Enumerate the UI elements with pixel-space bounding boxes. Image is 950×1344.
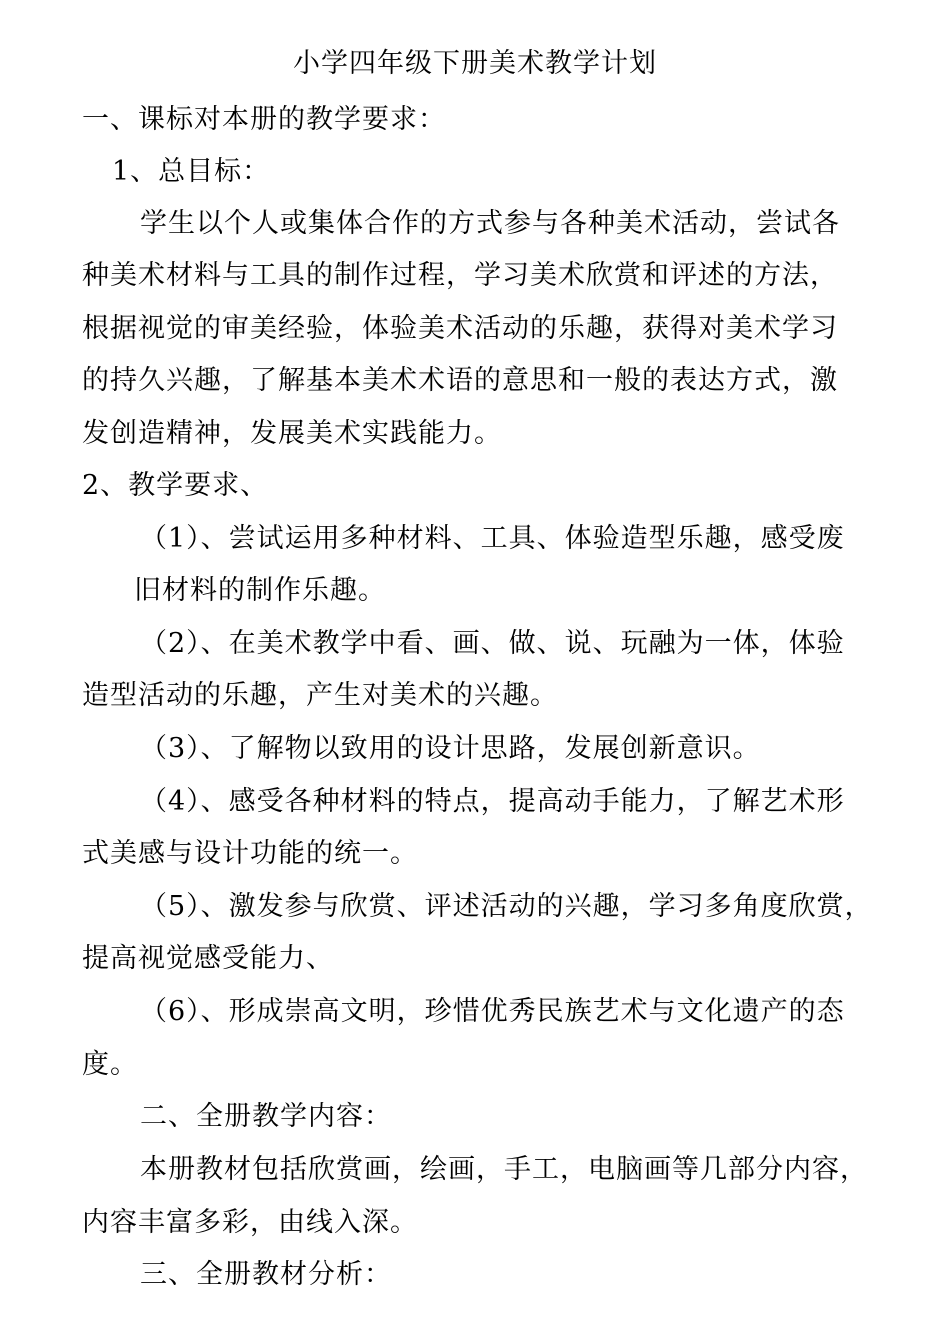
requirement-item-continued: 度。 bbox=[82, 1049, 138, 1080]
requirement-item: （3）、了解物以致用的设计思路，发展创新意识。 bbox=[140, 733, 761, 764]
paragraph-line: 本册教材包括欣赏画，绘画，手工，电脑画等几部分内容， bbox=[140, 1154, 868, 1185]
requirement-item: （2）、在美术教学中看、画、做、说、玩融为一体，体验 bbox=[140, 628, 845, 659]
paragraph-line: 的持久兴趣，了解基本美术术语的意思和一般的表达方式，激 bbox=[82, 365, 838, 396]
requirement-item-continued: 旧材料的制作乐趣。 bbox=[134, 575, 386, 606]
paragraph-line: 内容丰富多彩，由线入深。 bbox=[82, 1207, 418, 1238]
paragraph-line: 学生以个人或集体合作的方式参与各种美术活动，尝试各 bbox=[140, 208, 840, 239]
requirement-item: （1）、尝试运用多种材料、工具、体验造型乐趣，感受废 bbox=[140, 523, 845, 554]
subheading-total-goal: 1、总目标： bbox=[112, 156, 271, 187]
section-heading-2: 二、全册教学内容： bbox=[140, 1101, 392, 1132]
requirement-item-continued: 提高视觉感受能力、 bbox=[82, 943, 334, 974]
paragraph-line: 根据视觉的审美经验，体验美术活动的乐趣，获得对美术学习 bbox=[82, 313, 838, 344]
requirement-item: （5）、激发参与欣赏、评述活动的兴趣，学习多角度欣赏， bbox=[140, 891, 873, 922]
section-heading-1: 一、课标对本册的教学要求： bbox=[82, 104, 446, 135]
requirement-item: （6）、形成崇高文明，珍惜优秀民族艺术与文化遗产的态 bbox=[140, 996, 845, 1027]
paragraph-line: 种美术材料与工具的制作过程，学习美术欣赏和评述的方法， bbox=[82, 260, 838, 291]
section-heading-3: 三、全册教材分析： bbox=[140, 1259, 392, 1290]
requirement-item: （4）、感受各种材料的特点，提高动手能力，了解艺术形 bbox=[140, 786, 845, 817]
paragraph-line: 发创造精神，发展美术实践能力。 bbox=[82, 418, 502, 449]
requirement-item-continued: 式美感与设计功能的统一。 bbox=[82, 838, 418, 869]
document-title: 小学四年级下册美术教学计划 bbox=[293, 48, 657, 79]
requirement-item-continued: 造型活动的乐趣，产生对美术的兴趣。 bbox=[82, 680, 558, 711]
subheading-teaching-requirements: 2、教学要求、 bbox=[82, 470, 269, 501]
